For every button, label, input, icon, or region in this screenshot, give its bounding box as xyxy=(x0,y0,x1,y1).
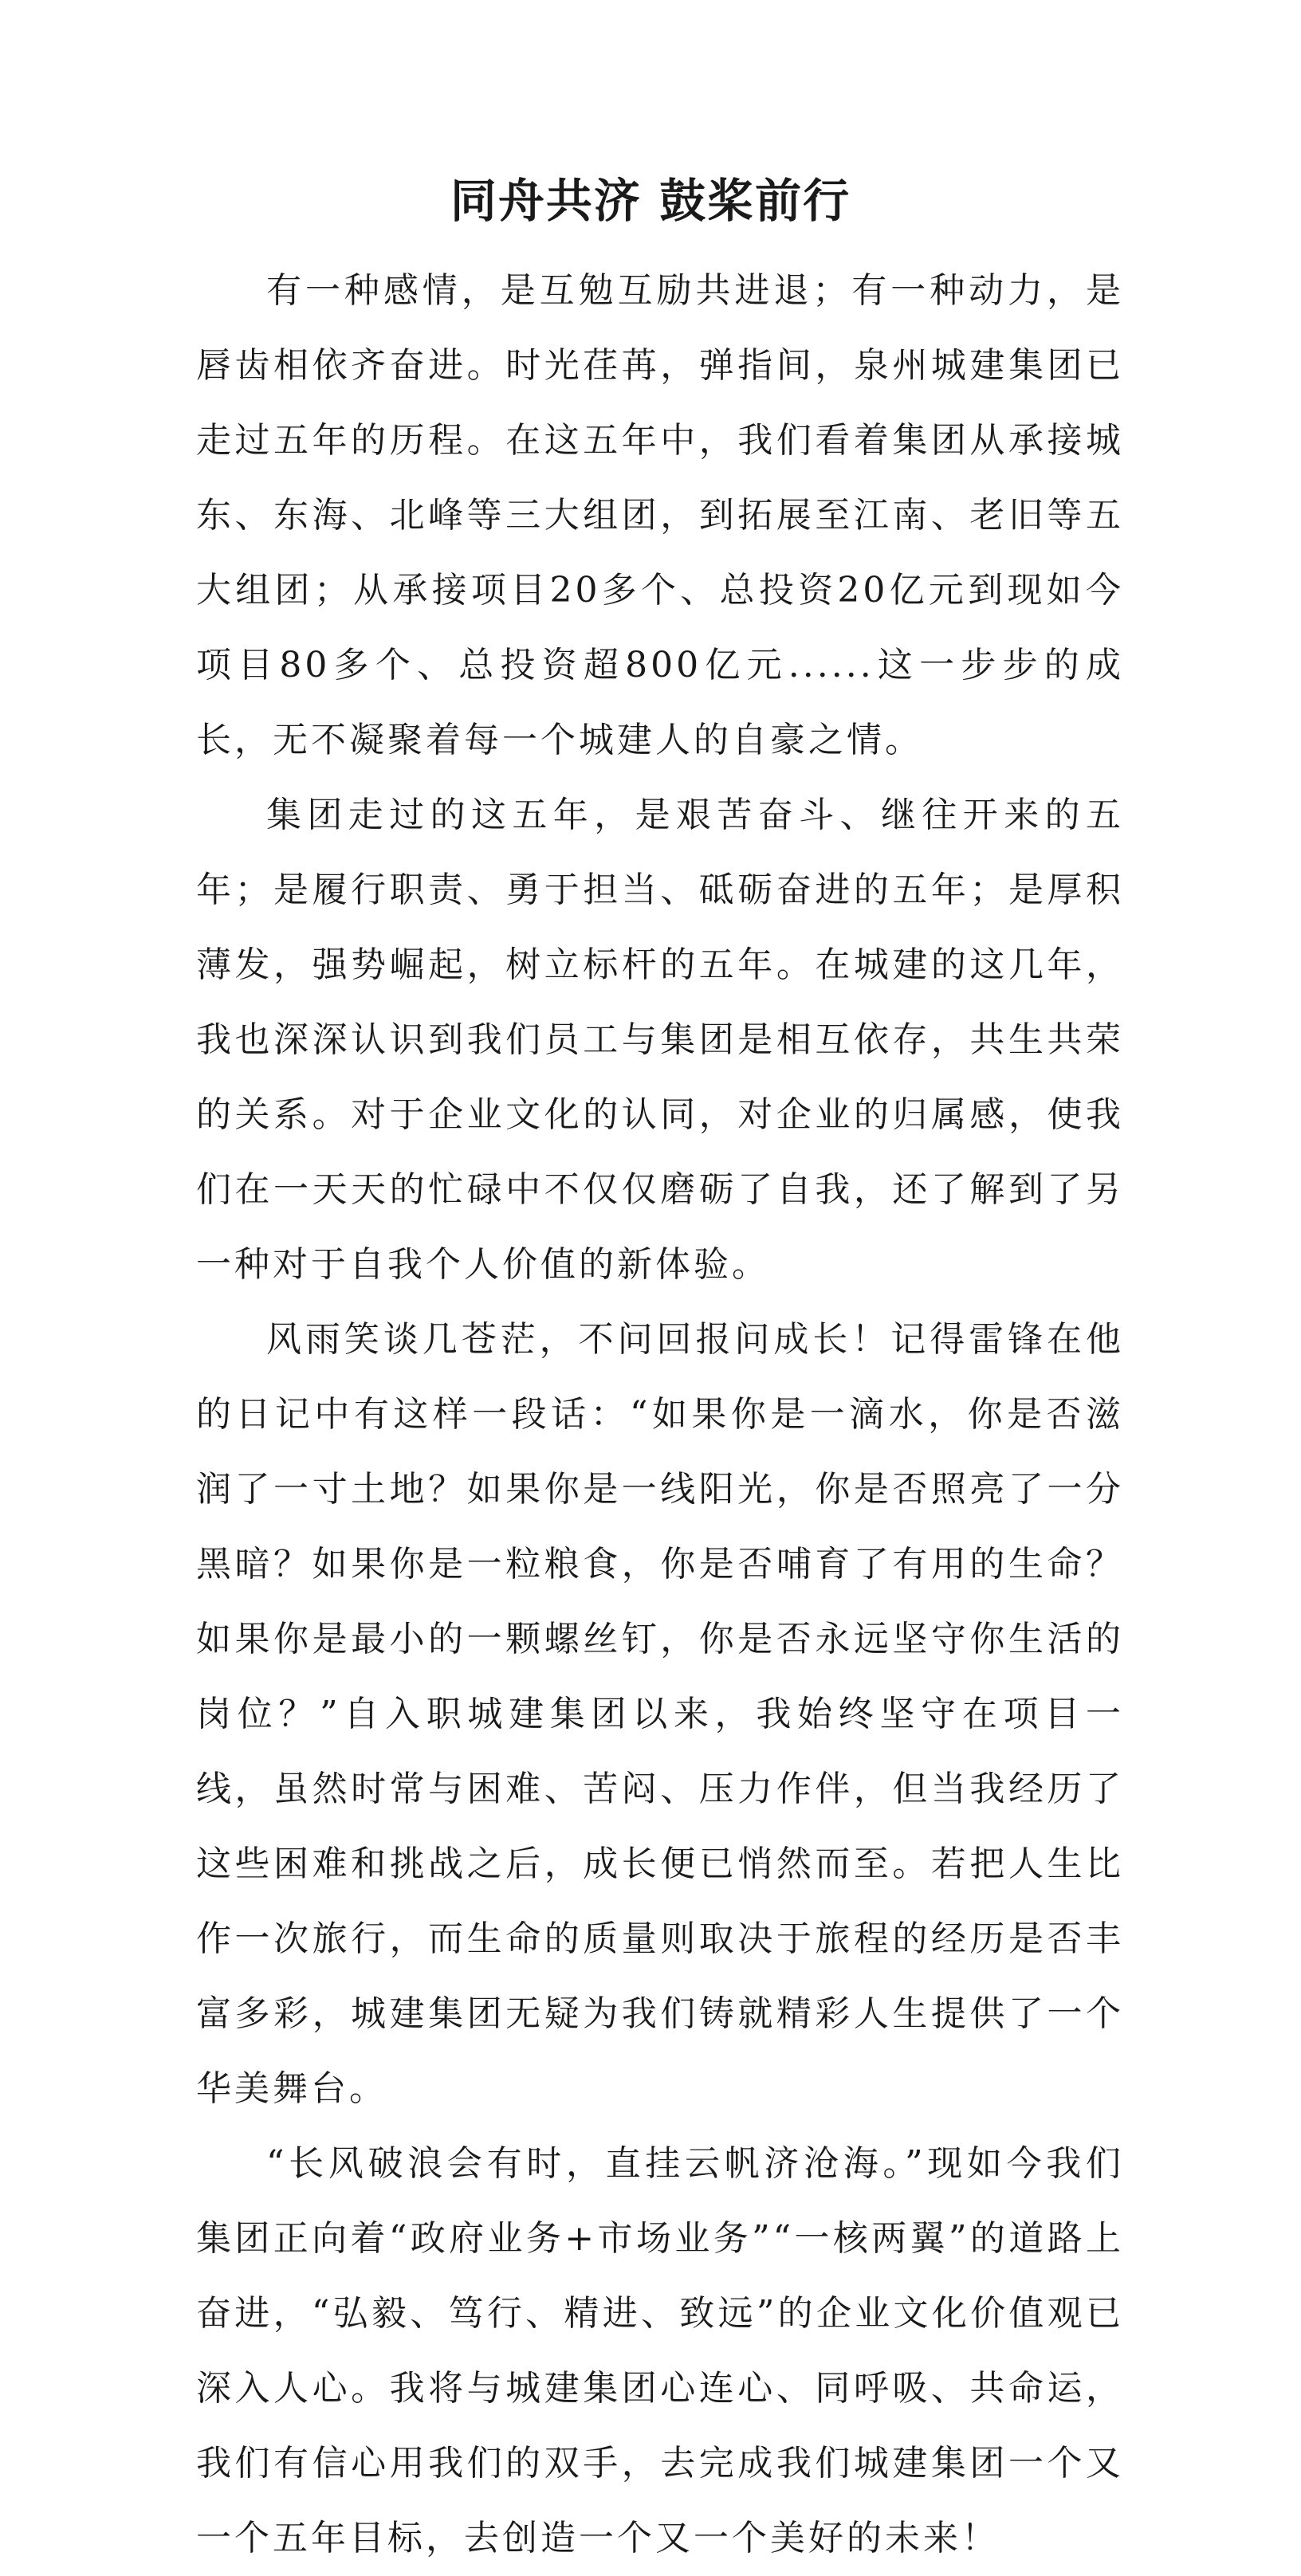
paragraph-1: 有一种感情，是互勉互励共进退；有一种动力，是唇齿相依齐奋进。时光荏苒，弹指间，泉州城建集团已走过五年的历程。在这五年中，我们看着集团从承接城东、东海、北峰等三大组团，到拓展至江南、老旧等五大组团；从承接项目20多个、总投资20亿元到现如今项目80多个、总投资超800亿元......这一步步的成长，无不凝聚着每一个城建人的自豪之情。 xyxy=(196,270,1124,760)
paragraph-3: 风雨笑谈几苍茫，不问回报问成长！记得雷锋在他的日记中有这样一段话：“如果你是一滴水，你是否滋润了一寸土地？如果你是一线阳光，你是否照亮了一分黑暗？如果你是一粒粮食，你是否哺育了有用的生命？如果你是最小的一颗螺丝钉，你是否永远坚守你生活的岗位？”自入职城建集团以来，我始终坚守在项目一线，虽然时常与困难、苦闷、压力作伴，但当我经历了这些困难和挑战之后，成长便已悄然而至。若把人生比作一次旅行，而生命的质量则取决于旅程的经历是否丰富多彩，城建集团无疑为我们铸就精彩人生提供了一个华美舞台。 xyxy=(196,1319,1124,2109)
paragraph-4: “长风破浪会有时，直挂云帆济沧海。”现如今我们集团正向着“政府业务+市场业务”“一核两翼”的道路上奋进，“弘毅、笃行、精进、致远”的企业文化价值观已深入人心。我将与城建集团心连心、同呼吸、共命运，我们有信心用我们的双手，去完成我们城建集团一个又一个五年目标，去创造一个又一个美好的未来！ xyxy=(196,2143,1124,2558)
paragraph-2: 集团走过的这五年，是艰苦奋斗、继往开来的五年；是履行职责、勇于担当、砥砺奋进的五年；是厚积薄发，强势崛起，树立标杆的五年。在城建的这几年，我也深深认识到我们员工与集团是相互依存，共生共荣的关系。对于企业文化的认同，对企业的归属感，使我们在一天天的忙碌中不仅仅磨砺了自我，还了解到了另一种对于自我个人价值的新体验。 xyxy=(196,795,1124,1285)
article-body xyxy=(196,253,1124,2576)
article-title: 同舟共济 鼓桨前行 xyxy=(450,174,851,228)
